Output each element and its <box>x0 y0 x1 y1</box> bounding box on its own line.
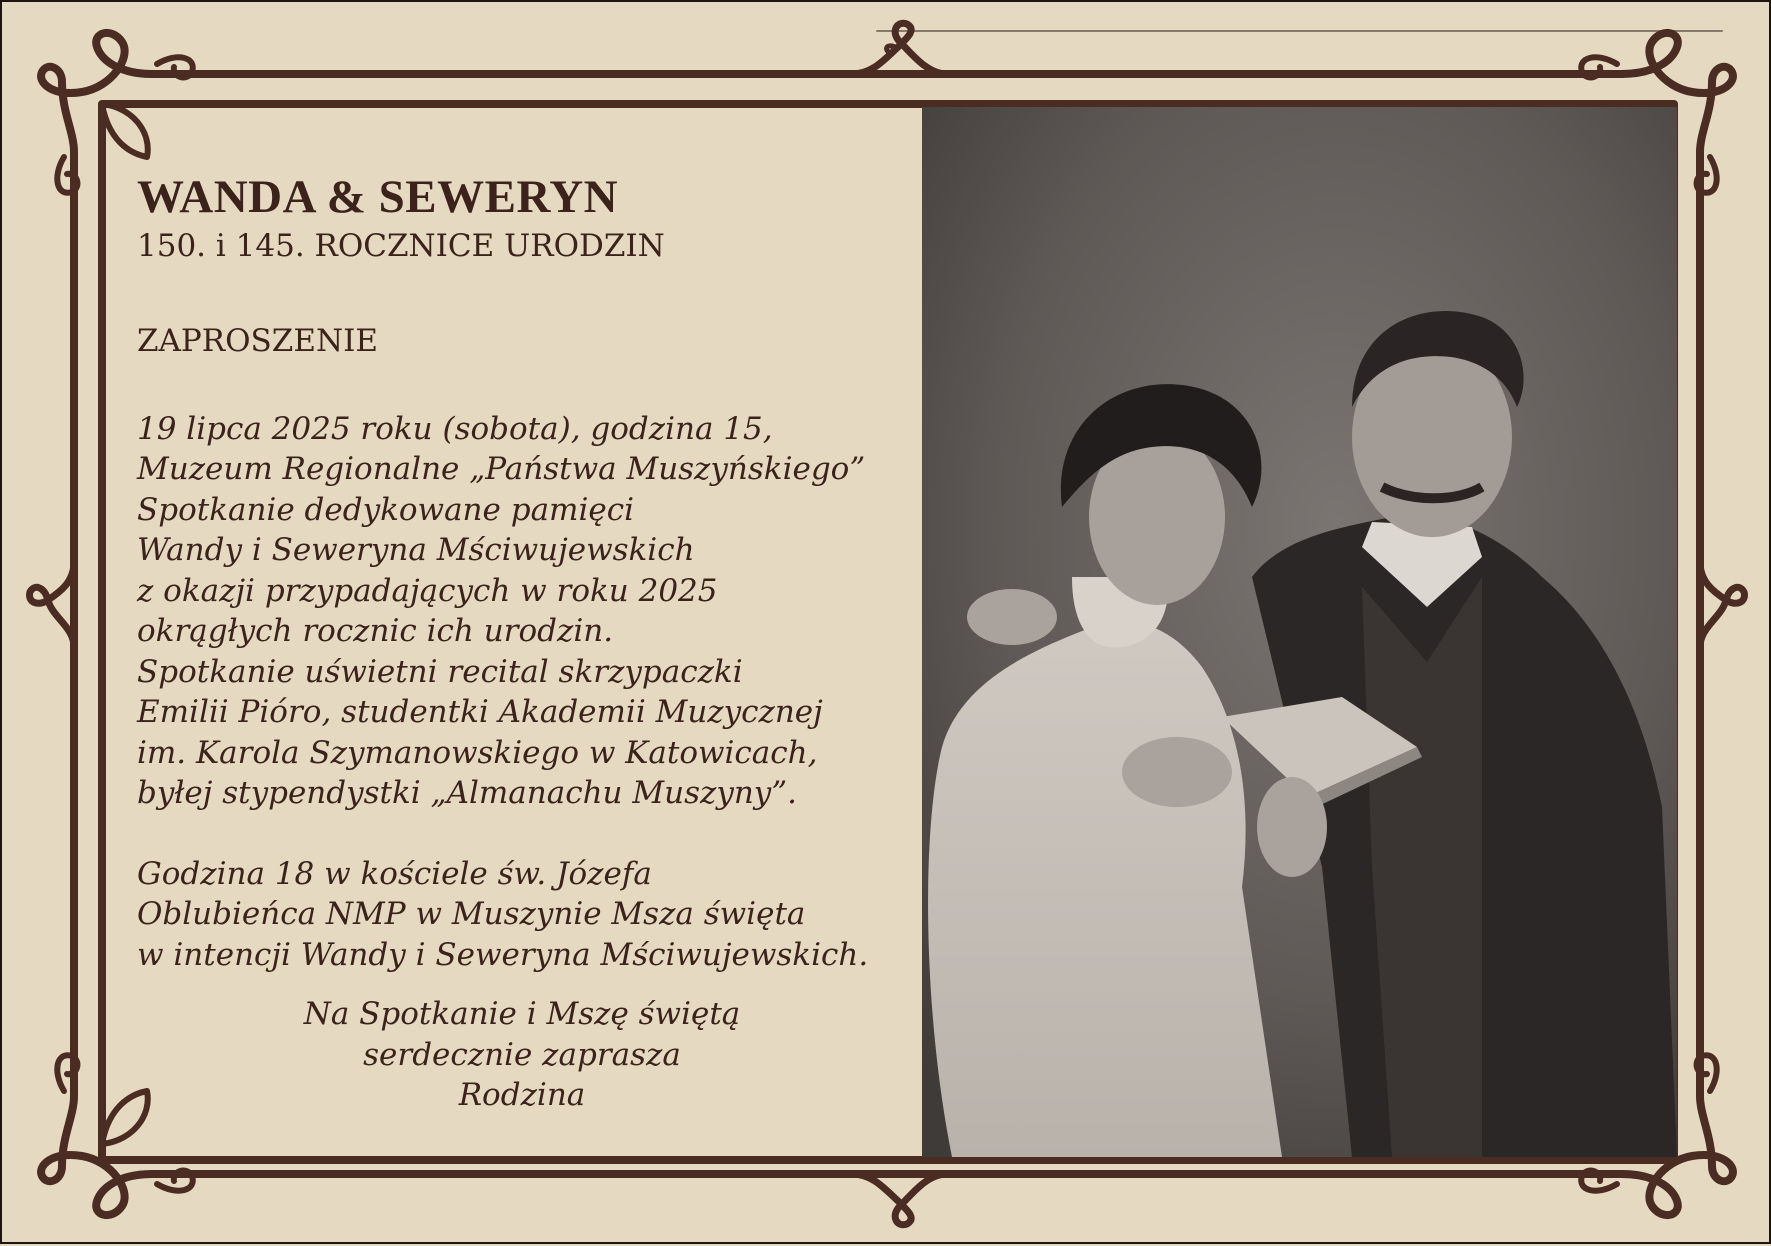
invitation-heading: ZAPROSZENIE <box>137 322 378 359</box>
detail-line: im. Karola Szymanowskiego w Katowicach, <box>137 734 818 771</box>
invitation-text <box>137 172 917 1116</box>
detail-line: w intencji Wandy i Seweryna Mściwujewskich. <box>137 936 869 973</box>
closing-signature <box>137 994 907 1116</box>
detail-line: byłej stypendystki „Almanachu Muszyny”. <box>137 775 798 812</box>
names-title: WANDA & SEWERYN <box>137 171 619 223</box>
closing-line: Na Spotkanie i Mszę świętą <box>303 996 741 1033</box>
vintage-couple-photo <box>922 107 1677 1157</box>
detail-line: Godzina 18 w kościele św. Józefa <box>137 855 652 892</box>
detail-line: Oblubieńca NMP w Muszynie Msza święta <box>137 896 806 933</box>
detail-line: okrągłych rocznic ich urodzin. <box>137 613 614 650</box>
event-details <box>137 409 917 814</box>
detail-line: Muzeum Regionalne „Państwa Muszyńskiego” <box>137 451 866 488</box>
closing-line: Rodzina <box>458 1077 586 1114</box>
detail-line: Emilii Pióro, studentki Akademii Muzycznej <box>137 694 823 731</box>
occasion-subtitle: 150. i 145. ROCZNICE URODZIN <box>137 227 665 264</box>
mass-details <box>137 854 917 976</box>
detail-line: z okazji przypadających w roku 2025 <box>137 572 718 609</box>
detail-line: Spotkanie uświetni recital skrzypaczki <box>137 653 743 690</box>
detail-line: Spotkanie dedykowane pamięci <box>137 491 634 528</box>
detail-line: Wandy i Seweryna Mściwujewskich <box>137 532 695 569</box>
closing-line: serdecznie zaprasza <box>363 1036 681 1073</box>
detail-line: 19 lipca 2025 roku (sobota), godzina 15, <box>137 410 773 447</box>
